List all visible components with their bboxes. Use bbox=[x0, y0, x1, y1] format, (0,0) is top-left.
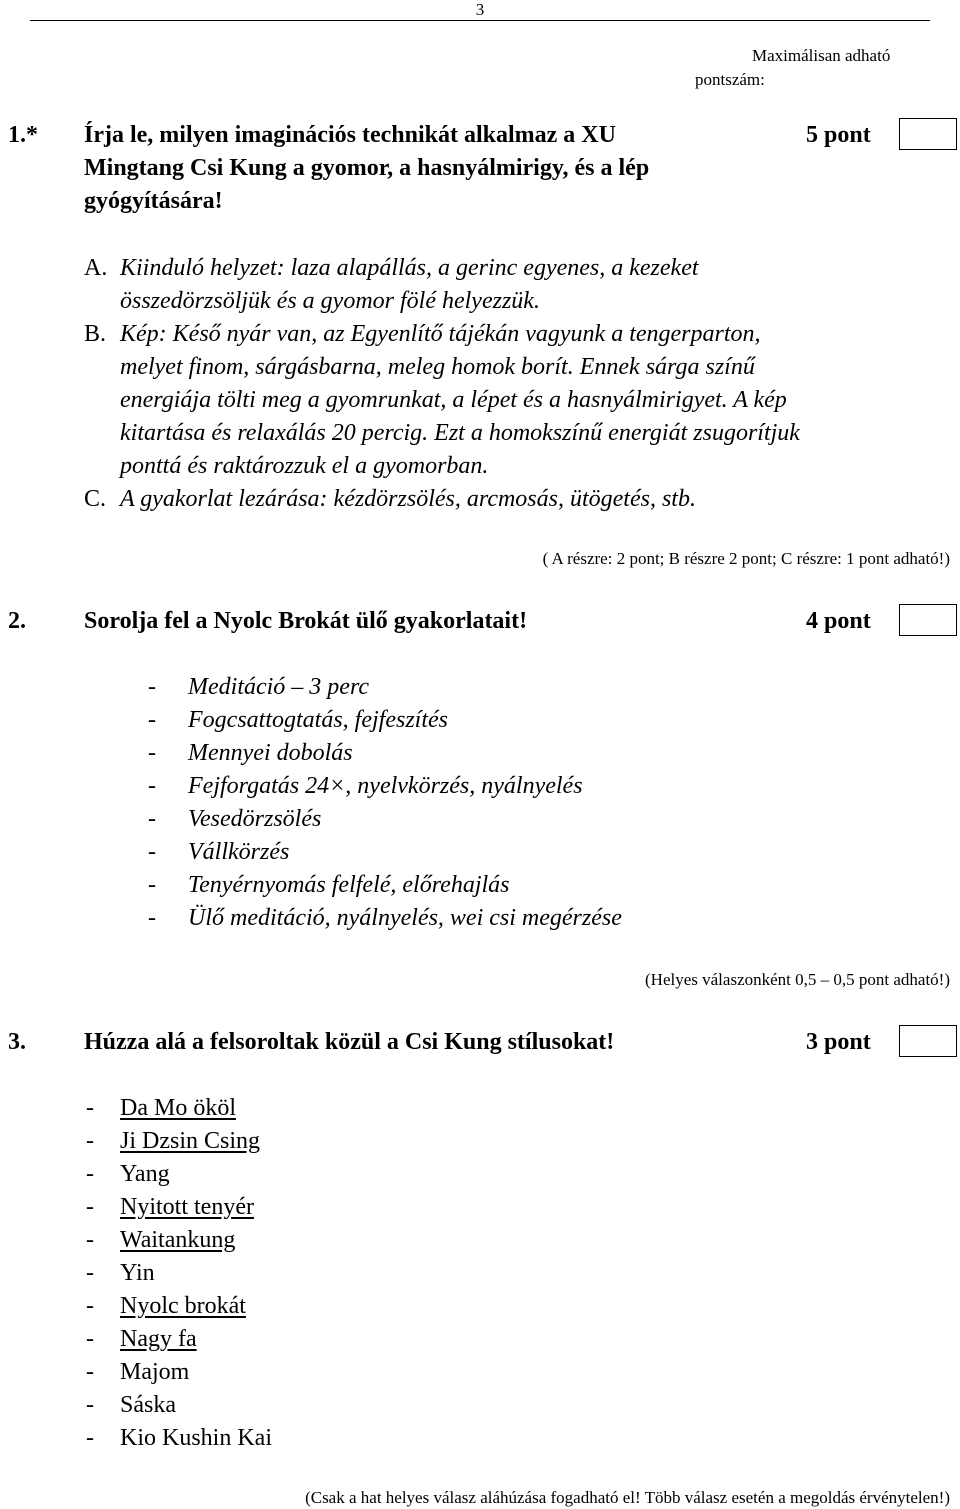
answer-b-line: energiája tölti meg a gyomrunkat, a lépet és a hasnyálmirigyet. A kép bbox=[120, 387, 787, 413]
question-3-scoring-note: (Csak a hat helyes válasz aláhúzása fogadható el! Több válasz esetén a megoldás érvénytelen!) bbox=[305, 1488, 950, 1507]
option-text[interactable]: Da Mo ököl bbox=[120, 1095, 236, 1121]
question-1-line: Írja le, milyen imaginációs technikát alkalmaz a XU bbox=[84, 122, 616, 148]
answer-a-label: A. bbox=[84, 255, 108, 281]
option-text[interactable]: Yang bbox=[120, 1161, 170, 1187]
option-text[interactable]: Sáska bbox=[120, 1392, 176, 1418]
question-1-text bbox=[84, 119, 804, 218]
answer-b-line: Kép: Késő nyár van, az Egyenlítő tájékán vagyunk a tengerparton, bbox=[120, 321, 761, 347]
answer-b-line: ponttá és raktározzuk el a gyomorban. bbox=[120, 453, 489, 479]
answer-a-line: összedörzsöljük és a gyomor fölé helyezzük. bbox=[120, 288, 540, 314]
option-text[interactable]: Kio Kushin Kai bbox=[120, 1425, 272, 1451]
question-1-points: 5 pont bbox=[806, 122, 871, 148]
question-1-line: Mingtang Csi Kung a gyomor, a hasnyálmirigy, és a lép bbox=[84, 155, 650, 181]
answer-c-line: A gyakorlat lezárása: kézdörzsölés, arcmosás, ütögetés, stb. bbox=[120, 486, 696, 512]
question-2-scoring-note: (Helyes válaszonként 0,5 – 0,5 pont adható!) bbox=[645, 970, 950, 989]
option-text[interactable]: Nyitott tenyér bbox=[120, 1194, 254, 1220]
option-text[interactable]: Waitankung bbox=[120, 1227, 236, 1253]
page-number: 3 bbox=[30, 0, 930, 21]
question-3-points: 3 pont bbox=[806, 1029, 871, 1055]
option-text[interactable]: Ji Dzsin Csing bbox=[120, 1128, 261, 1154]
answer-b-line: kitartása és relaxálás 20 percig. Ezt a homokszínű energiát zsugorítjuk bbox=[120, 420, 800, 446]
question-2-score-box[interactable] bbox=[899, 604, 957, 636]
question-1-line: gyógyítására! bbox=[84, 188, 223, 214]
option-text[interactable]: Yin bbox=[120, 1260, 155, 1286]
question-3-text: Húzza alá a felsoroltak közül a Csi Kung stílusokat! bbox=[84, 1029, 615, 1055]
question-1-score-box[interactable] bbox=[899, 118, 957, 150]
question-3-score-box[interactable] bbox=[899, 1025, 957, 1057]
answer-a-line: Kiinduló helyzet: laza alapállás, a gerinc egyenes, a kezeket bbox=[120, 255, 699, 281]
question-2-number: 2. bbox=[8, 608, 26, 634]
max-points-label-line2: pontszám: bbox=[695, 70, 765, 89]
option-text[interactable]: Nyolc brokát bbox=[120, 1293, 246, 1319]
answer-c-label: C. bbox=[84, 486, 107, 512]
question-1-scoring-note: ( A részre: 2 pont; B részre 2 pont; C részre: 1 pont adható!) bbox=[542, 549, 950, 568]
option-text[interactable]: Nagy fa bbox=[120, 1326, 197, 1352]
answer-b-label: B. bbox=[84, 321, 107, 347]
max-points-label-line1: Maximálisan adható bbox=[752, 46, 891, 65]
question-3-number: 3. bbox=[8, 1029, 26, 1055]
question-2-points: 4 pont bbox=[806, 608, 871, 634]
answer-b-line: melyet finom, sárgásbarna, meleg homok borít. Ennek sárga színű bbox=[120, 354, 755, 380]
question-1-number: 1.* bbox=[8, 122, 38, 148]
option-text[interactable]: Majom bbox=[120, 1359, 190, 1385]
question-2-text: Sorolja fel a Nyolc Brokát ülő gyakorlatait! bbox=[84, 608, 528, 634]
